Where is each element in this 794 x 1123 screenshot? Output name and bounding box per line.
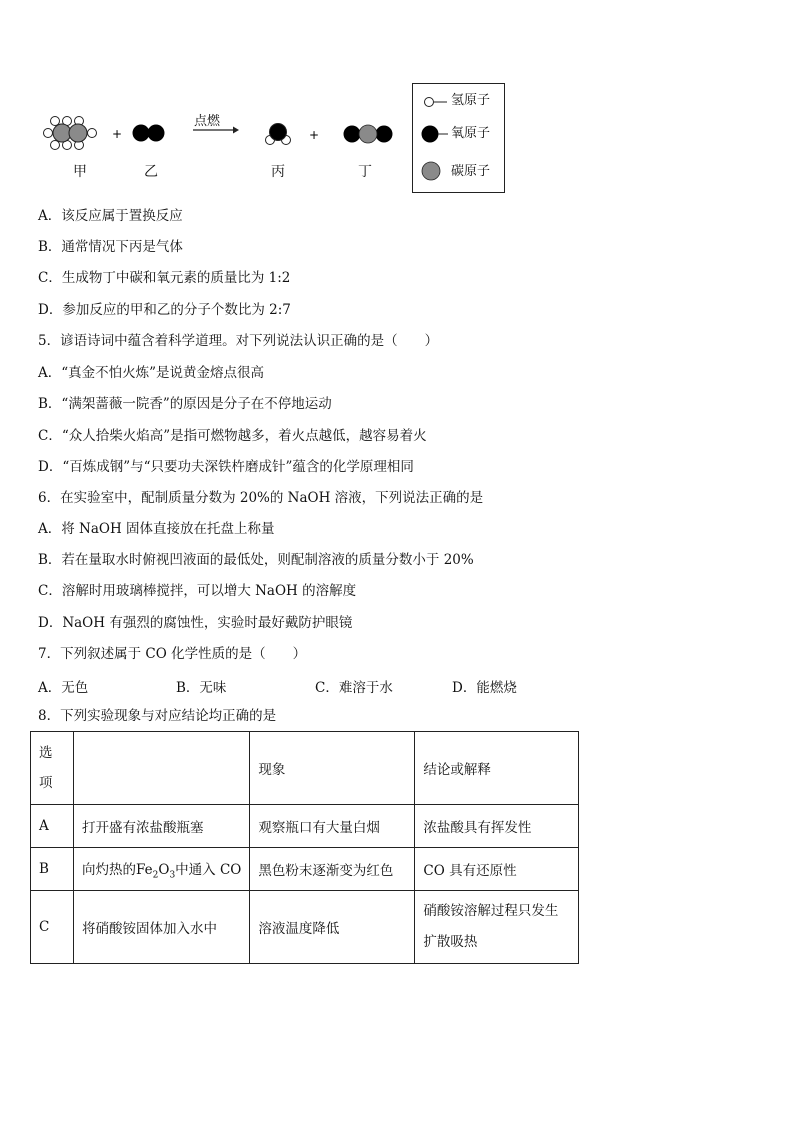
row-a-phenomenon: 观察瓶口有大量白烟 [250,805,415,848]
plus-sign: + [112,127,123,141]
plus-sign: + [309,128,320,142]
row-c-conclusion: 硝酸铵溶解过程只发生 扩散吸热 [415,891,579,964]
header-option: 选 项 [31,732,74,805]
row-b-phenomenon: 黑色粉末逐渐变为红色 [250,848,415,891]
legend-carbon-label: 碳原子 [451,164,491,179]
q6-option-b: B．若在量取水时俯视凹液面的最低处，则配制溶液的质量分数小于 20% [38,552,474,568]
row-b-option: B [31,848,74,891]
header-phenomenon: 现象 [250,732,415,805]
q8-table [30,731,579,964]
table-row [31,891,579,964]
row-a-conclusion: 浓盐酸具有挥发性 [415,805,579,848]
q5-option-c: C．“众人拾柴火焰高”是指可燃物越多，着火点越低，越容易着火 [38,428,427,444]
q7-option-b: B．无味 [176,680,227,696]
header-operation [74,732,250,805]
q7-option-c: C．难溶于水 [315,680,393,696]
table-header-row [31,732,579,805]
table-row [31,848,579,891]
q4-option-b: B．通常情况下丙是气体 [38,239,183,255]
row-a-operation: 打开盛有浓盐酸瓶塞 [74,805,250,848]
q4-option-a: A．该反应属于置换反应 [38,208,183,224]
row-c-phenomenon: 溶液温度降低 [250,891,415,964]
label-ding: 丁 [358,164,372,180]
q7-option-a: A．无色 [38,680,89,696]
q6-option-d: D．NaOH 有强烈的腐蚀性，实验时最好戴防护眼镜 [38,615,353,631]
q6-option-c: C．溶解时用玻璃棒搅拌，可以增大 NaOH 的溶解度 [38,583,357,599]
q5-option-b: B．“满架蔷薇一院香”的原因是分子在不停地运动 [38,396,332,412]
q8-stem: 8．下列实验现象与对应结论均正确的是 [38,708,277,724]
header-conclusion: 结论或解释 [415,732,579,805]
q7-stem: 7．下列叙述属于 CO 化学性质的是（ ） [38,646,307,662]
molecule-yi [133,125,165,142]
reaction-diagram [30,100,410,160]
molecule-ding [344,125,393,143]
q5-option-d: D．“百炼成钢”与“只要功夫深铁杵磨成针”蕴含的化学原理相同 [38,459,414,475]
q7-option-d: D．能燃烧 [452,680,517,696]
arrow-label: 点燃 [194,114,221,129]
molecule-bing [266,124,291,145]
label-bing: 丙 [271,164,285,180]
row-c-operation: 将硝酸铵固体加入水中 [74,891,250,964]
q5-stem: 5．谚语诗词中蕴含着科学道理。对下列说法认识正确的是（ ） [38,333,439,349]
q6-stem: 6．在实验室中，配制质量分数为 20%的 NaOH 溶液，下列说法正确的是 [38,490,484,506]
q6-option-a: A．将 NaOH 固体直接放在托盘上称量 [38,521,275,537]
oxygen-atom-icon [421,124,449,144]
row-a-option: A [31,805,74,848]
row-b-conclusion: CO 具有还原性 [415,848,579,891]
label-jia: 甲 [73,164,87,180]
molecule-jia [44,117,97,150]
table-row [31,805,579,848]
carbon-atom-icon [421,161,449,181]
legend-hydrogen-label: 氢原子 [451,93,491,108]
atom-legend [412,83,505,193]
label-yi: 乙 [144,164,158,180]
row-b-operation: 向灼热的$Fe_2O_3$中通入 CO [74,848,250,891]
legend-oxygen-label: 氧原子 [451,126,491,141]
q4-option-c: C．生成物丁中碳和氧元素的质量比为 1:2 [38,270,291,286]
row-c-option: C [31,891,74,964]
hydrogen-atom-icon [423,96,449,108]
q5-option-a: A．“真金不怕火炼”是说黄金熔点很高 [38,365,265,381]
q4-option-d: D．参加反应的甲和乙的分子个数比为 2:7 [38,302,291,318]
